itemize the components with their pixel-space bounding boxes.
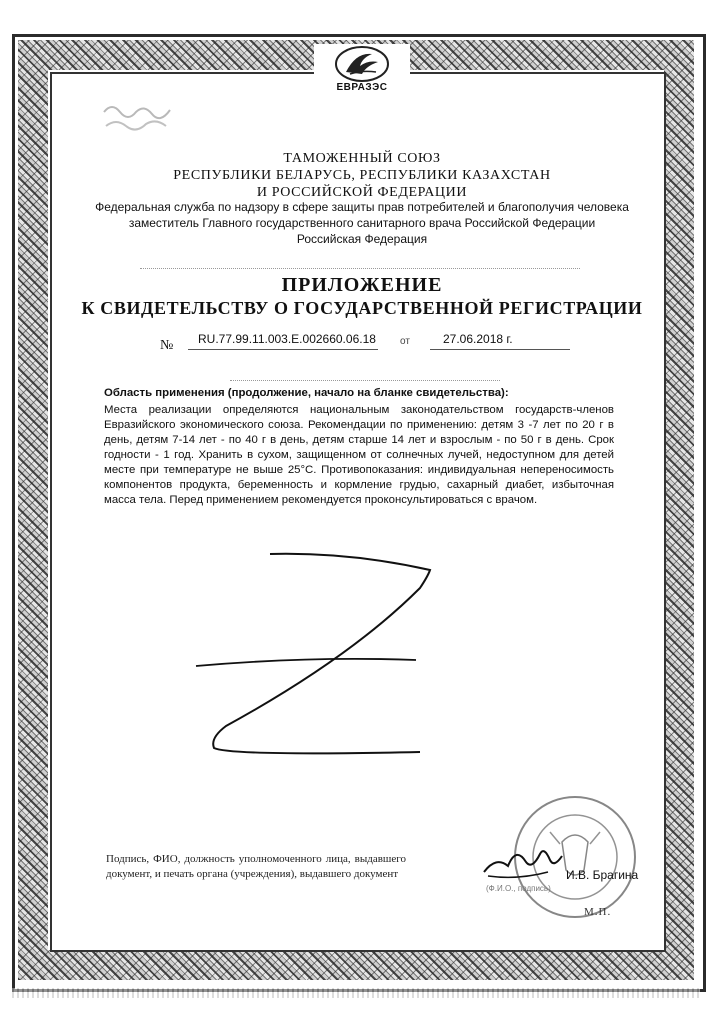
signature-caption: Подпись, ФИО, должность уполномоченного лица, выдавшего документ, и печать органа (учреждения), выдавшего документ bbox=[106, 853, 406, 880]
fio-hint: (Ф.И.О., подпись) bbox=[486, 884, 551, 893]
bottom-pattern-strip bbox=[12, 988, 700, 998]
registration-date-underline bbox=[430, 349, 570, 350]
faded-stamp-mark bbox=[100, 100, 190, 134]
divider-line-2 bbox=[230, 380, 500, 381]
from-label: от bbox=[400, 336, 410, 347]
header-official: заместитель Главного государственного санитарного врача Российской Федерации bbox=[128, 216, 596, 230]
header-republics: РЕСПУБЛИКИ БЕЛАРУСЬ, РЕСПУБЛИКИ КАЗАХСТАН bbox=[173, 168, 551, 183]
evrazes-logo bbox=[314, 44, 410, 102]
title-appendix: ПРИЛОЖЕНИЕ bbox=[281, 274, 443, 296]
header-service: Федеральная служба по надзору в сфере защиты прав потребителей и благополучия человека bbox=[95, 200, 629, 214]
registration-number-underline bbox=[188, 349, 378, 350]
number-sign: № bbox=[160, 338, 174, 353]
evrazes-emblem-icon bbox=[332, 44, 392, 84]
seal-place-mark: М.П. bbox=[584, 906, 612, 918]
handwritten-signature bbox=[478, 836, 568, 886]
signatory-name: И.В. Брагина bbox=[566, 868, 639, 882]
z-strike-signature bbox=[190, 548, 440, 768]
title-certificate: К СВИДЕТЕЛЬСТВУ О ГОСУДАРСТВЕННОЙ РЕГИСТРАЦИИ bbox=[81, 298, 643, 318]
header-federation: И РОССИЙСКОЙ ФЕДЕРАЦИИ bbox=[256, 185, 468, 200]
scope-text: Места реализации определяются национальным законодательством государств-членов Евразийского экономического союза. Рекомендации по применению: детям 3 -7 лет по 20 г в день, детям 7-14 лет - по 40 г в день, детям старше 14 лет и взрослым - по 50 г в день. Срок годности - 1 год. Хранить в сухом, защищенном от солнечных лучей, недоступном для детей месте при температуре не выше 25°С. Противопоказания: индивидуальная непереносимость компонентов продукта, беременность и кормление грудью, сахарный диабет, избыточная масса тела. Перед применением рекомендуется проконсультироваться с врачом. bbox=[104, 404, 614, 506]
registration-date: 27.06.2018 г. bbox=[443, 332, 513, 346]
logo-text: ЕВРАЗЭС bbox=[336, 82, 388, 93]
header-union: ТАМОЖЕННЫЙ СОЮЗ bbox=[283, 151, 441, 166]
application-scope bbox=[104, 386, 614, 508]
registration-number: RU.77.99.11.003.E.002660.06.18 bbox=[198, 332, 376, 346]
header-country: Российская Федерация bbox=[296, 232, 428, 246]
divider-line bbox=[140, 268, 580, 269]
scope-heading: Область применения (продолжение, начало на бланке свидетельства): bbox=[104, 387, 509, 399]
